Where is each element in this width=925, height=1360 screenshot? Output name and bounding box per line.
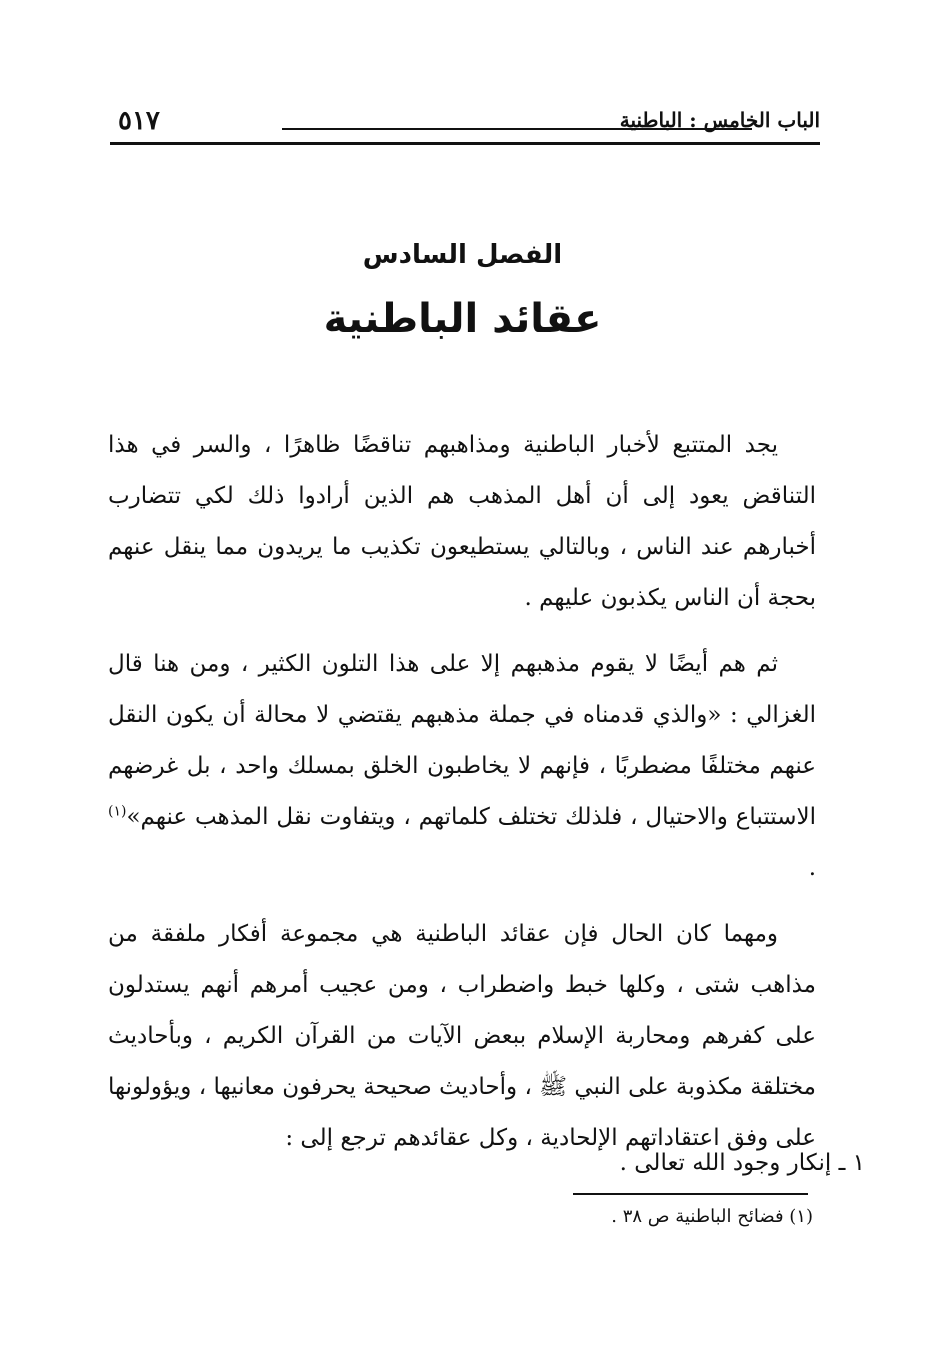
paragraph-3: ومهما كان الحال فإن عقائد الباطنية هي مجموعة أفكار ملفقة من مذاهب شتى ، وكلها خبط واضطراب ، ومن عجيب أمرهم أنهم يستدلون على كفرهم ومحاربة الإسلام ببعض الآيات من القرآن الكريم ، وبأحاديث مختلقة مكذوبة على النبي ﷺ ، وأحاديث صحيحة يحرفون معانيها ، ويؤولونها على وفق اعتقاداتهم الإلحادية ، وكل عقائدهم ترجع إلى : (108, 921, 816, 1151)
footnote-ref: (١) (108, 803, 127, 820)
chapter-title: عقائد الباطنية (323, 296, 602, 342)
paragraph-2 (108, 639, 816, 894)
footnote-rule (573, 1193, 808, 1195)
footnote: (١) فضائح الباطنية ص ٣٨ . (611, 1206, 813, 1227)
chapter-number: الفصل السادس (362, 240, 563, 270)
paragraph-2-end: . (808, 855, 816, 881)
paragraph-2-text: ثم هم أيضًا لا يقوم مذهبهم إلا على هذا التلون الكثير ، ومن هنا قال الغزالي : «والذي قدمناه في جملة مذهبهم يقتضي لا محالة أن يكون النقل عنهم مختلفًا مضطربًا ، فإنهم لا يخاطبون الخلق بمسلك واحد ، بل غرضهم الاستتباع والاحتيال ، فلذلك تختلف كلماتهم ، ويتفاوت نقل المذهب عنهم» (108, 651, 816, 830)
header-bottom-rule (110, 142, 820, 145)
page-number: ٥١٧ (118, 106, 160, 136)
paragraph-1: يجد المتتبع لأخبار الباطنية ومذاهبهم تناقضًا ظاهرًا ، والسر في هذا التناقض يعود إلى أن أهل المذهب هم الذين أرادوا ذلك لكي تتضارب أخبارهم عند الناس ، وبالتالي يستطيعون تكذيب ما يريدون مما ينقل عنهم بحجة أن الناس يكذبون عليهم . (108, 432, 816, 611)
running-header-title: الباب الخامس : الباطنية (619, 108, 820, 132)
running-header (110, 102, 820, 142)
list-item-1: ١ ـ إنكار وجود الله تعالى . (619, 1150, 865, 1176)
body-text (108, 420, 816, 1164)
